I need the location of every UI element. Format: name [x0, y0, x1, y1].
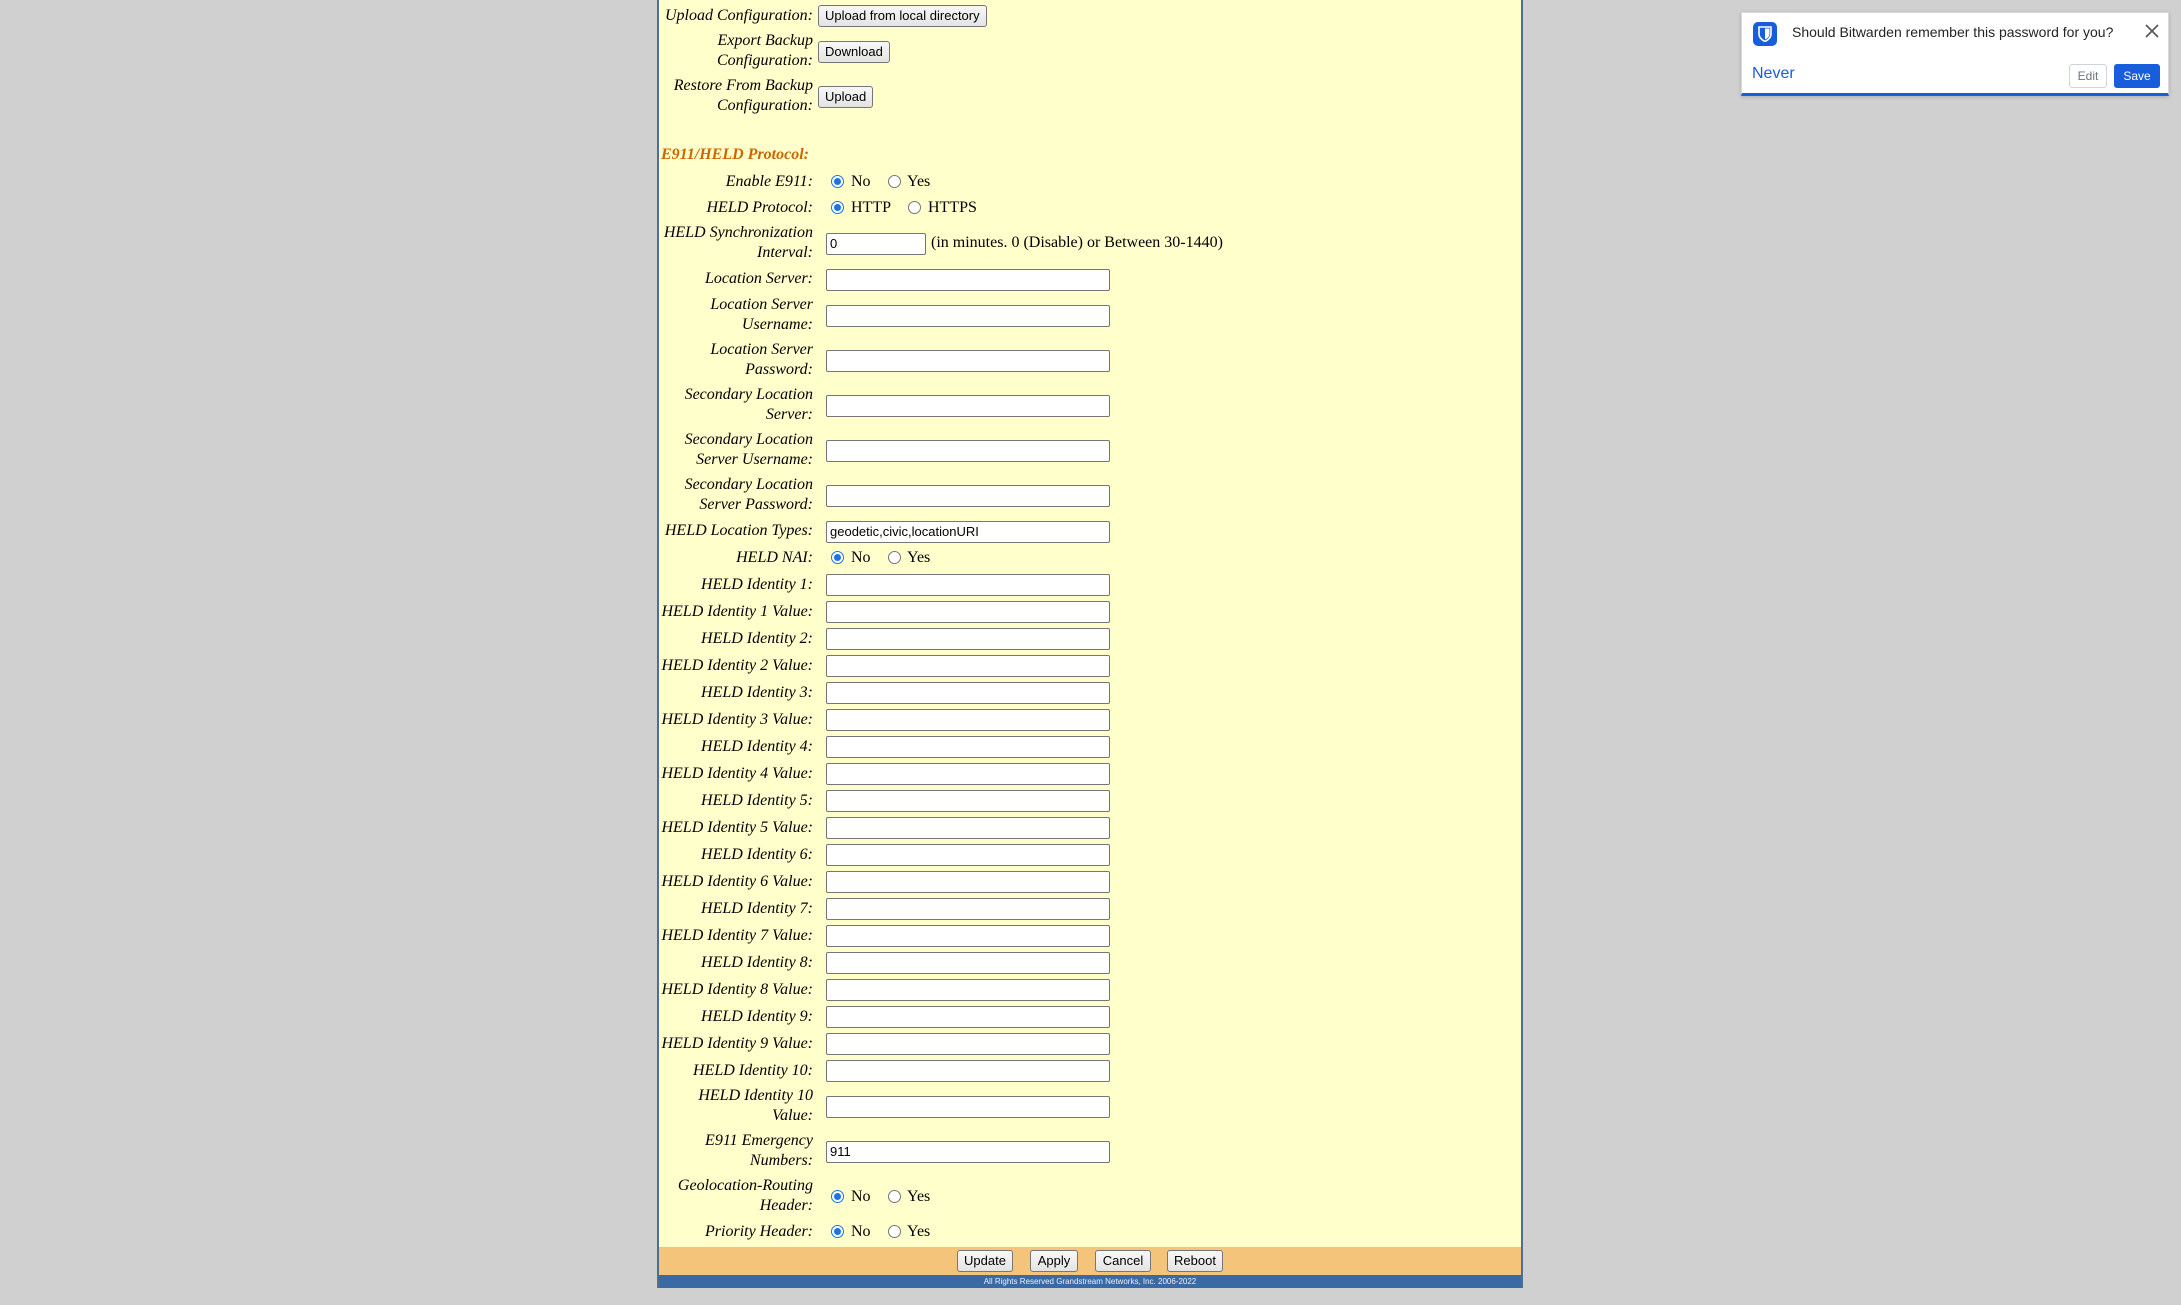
geo-routing-yes-text: Yes — [907, 1188, 931, 1205]
identity-3-label: HELD Identity 3: — [701, 684, 813, 701]
identity-1-label: HELD Identity 1: — [701, 576, 813, 593]
secondary-password-label — [637, 475, 813, 514]
upload-config-label: Upload Configuration: — [664, 7, 813, 24]
identity-5-value-input[interactable] — [826, 817, 1110, 839]
update-button[interactable]: Update — [957, 1250, 1013, 1272]
identity-1-value-input[interactable] — [826, 601, 1110, 623]
geo-routing-no-text: No — [851, 1188, 871, 1205]
section-title: E911/HELD Protocol: — [661, 146, 809, 163]
identity-2-label: HELD Identity 2: — [701, 630, 813, 647]
bitwarden-shield-icon — [1753, 22, 1777, 46]
identity-8-value-input[interactable] — [826, 979, 1110, 1001]
identity-6-value-label: HELD Identity 6 Value: — [661, 873, 813, 890]
geo-line2: Header: — [759, 1196, 813, 1214]
edit-button[interactable]: Edit — [2069, 64, 2107, 88]
export-label-line2: Configuration: — [716, 51, 813, 69]
identity-10-label: HELD Identity 10: — [693, 1062, 813, 1079]
secondary-password-input[interactable] — [826, 485, 1110, 507]
secondary-server-input[interactable] — [826, 395, 1110, 417]
identity-9-input[interactable] — [826, 1006, 1110, 1028]
emergency-line1: E911 Emergency — [705, 1132, 813, 1149]
identity-7-label: HELD Identity 7: — [701, 900, 813, 917]
reboot-button[interactable]: Reboot — [1167, 1250, 1223, 1272]
location-server-input[interactable] — [826, 269, 1110, 291]
identity-2-value-label: HELD Identity 2 Value: — [661, 657, 813, 674]
enable-e911-no-radio[interactable] — [831, 175, 844, 188]
sec-pass-line1: Secondary Location — [684, 476, 813, 493]
identity-8-label: HELD Identity 8: — [701, 954, 813, 971]
identity-7-value-input[interactable] — [826, 925, 1110, 947]
identity-4-value-label: HELD Identity 4 Value: — [661, 765, 813, 782]
enable-e911-yes-radio[interactable] — [888, 175, 901, 188]
export-label-line1: Export Backup — [717, 32, 813, 49]
identity-3-value-input[interactable] — [826, 709, 1110, 731]
held-nai-yes-text: Yes — [907, 549, 931, 566]
identity-5-label: HELD Identity 5: — [701, 792, 813, 809]
geo-routing-yes-radio[interactable] — [888, 1190, 901, 1203]
identity-6-value-input[interactable] — [826, 871, 1110, 893]
sec-server-line1: Secondary Location — [684, 386, 813, 403]
upload-local-button[interactable]: Upload from local directory — [818, 5, 987, 27]
geo-line1: Geolocation-Routing — [677, 1177, 813, 1194]
held-protocol-https-radio[interactable] — [908, 201, 921, 214]
identity-3-value-label: HELD Identity 3 Value: — [661, 711, 813, 728]
download-button[interactable]: Download — [818, 41, 890, 63]
sec-pass-line2: Server Password: — [699, 495, 813, 513]
close-icon[interactable] — [2142, 21, 2162, 41]
enable-e911-yes-text: Yes — [907, 173, 931, 190]
identity-4-label: HELD Identity 4: — [701, 738, 813, 755]
enable-e911-label: Enable E911: — [725, 173, 813, 190]
identity-3-input[interactable] — [826, 682, 1110, 704]
identity-5-input[interactable] — [826, 790, 1110, 812]
identity-8-input[interactable] — [826, 952, 1110, 974]
never-link[interactable]: Never — [1752, 65, 1795, 82]
held-protocol-http-radio[interactable] — [831, 201, 844, 214]
sec-user-line2: Server Username: — [696, 450, 813, 468]
identity-2-input[interactable] — [826, 628, 1110, 650]
priority-header-no-radio[interactable] — [831, 1225, 844, 1238]
identity-9-value-label: HELD Identity 9 Value: — [661, 1035, 813, 1052]
emergency-numbers-label — [637, 1131, 813, 1170]
priority-header-yes-radio[interactable] — [888, 1225, 901, 1238]
identity-9-value-input[interactable] — [826, 1033, 1110, 1055]
priority-header-yes-text: Yes — [907, 1223, 931, 1240]
priority-header-no-text: No — [851, 1223, 871, 1240]
identity-4-input[interactable] — [826, 736, 1110, 758]
bitwarden-question: Should Bitwarden remember this password for you? — [1792, 24, 2114, 40]
loc-user-line1: Location Server — [710, 296, 813, 313]
sync-label-line1: HELD Synchronization — [663, 224, 813, 241]
restore-upload-button[interactable]: Upload — [818, 86, 873, 108]
emergency-line2: Numbers: — [749, 1151, 813, 1169]
location-username-label — [637, 295, 813, 334]
location-password-input[interactable] — [826, 350, 1110, 372]
loc-user-line2: Username: — [741, 315, 813, 333]
location-username-input[interactable] — [826, 305, 1110, 327]
id10-value-line2: Value: — [772, 1106, 813, 1124]
loc-pass-line1: Location Server — [710, 341, 813, 358]
secondary-username-input[interactable] — [826, 440, 1110, 462]
restore-backup-label — [637, 76, 813, 115]
location-types-label: HELD Location Types: — [664, 522, 813, 539]
sync-interval-input[interactable]: 0 — [826, 233, 926, 255]
held-protocol-http-text: HTTP — [851, 199, 891, 216]
identity-1-value-label: HELD Identity 1 Value: — [661, 603, 813, 620]
location-types-input[interactable]: geodetic,civic,locationURI — [826, 521, 1110, 543]
identity-5-value-label: HELD Identity 5 Value: — [661, 819, 813, 836]
held-nai-yes-radio[interactable] — [888, 551, 901, 564]
secondary-server-label — [637, 385, 813, 424]
restore-label-line2: Configuration: — [716, 96, 813, 114]
sync-interval-note: (in minutes. 0 (Disable) or Between 30-1440) — [931, 234, 1223, 251]
identity-4-value-input[interactable] — [826, 763, 1110, 785]
location-server-label: Location Server: — [705, 270, 813, 287]
secondary-username-label — [637, 430, 813, 469]
identity-9-label: HELD Identity 9: — [701, 1008, 813, 1025]
identity-10-input[interactable] — [826, 1060, 1110, 1082]
id10-value-line1: HELD Identity 10 — [698, 1087, 813, 1104]
held-nai-no-radio[interactable] — [831, 551, 844, 564]
sec-server-line2: Server: — [765, 405, 813, 423]
sync-label-line2: Interval: — [757, 243, 813, 261]
identity-1-input[interactable] — [826, 574, 1110, 596]
location-password-label — [637, 340, 813, 379]
identity-6-label: HELD Identity 6: — [701, 846, 813, 863]
identity-10-value-input[interactable] — [826, 1096, 1110, 1118]
held-nai-label: HELD NAI: — [736, 549, 813, 566]
enable-e911-no-text: No — [851, 173, 871, 190]
priority-header-label: Priority Header: — [705, 1223, 813, 1240]
restore-label-line1: Restore From Backup — [673, 77, 813, 94]
held-protocol-label: HELD Protocol: — [706, 199, 813, 216]
identity-2-value-input[interactable] — [826, 655, 1110, 677]
identity-10-value-label — [637, 1086, 813, 1125]
emergency-numbers-input[interactable]: 911 — [826, 1141, 1110, 1163]
cancel-button[interactable]: Cancel — [1095, 1250, 1151, 1272]
geo-routing-no-radio[interactable] — [831, 1190, 844, 1203]
copyright-footer: All Rights Reserved Grandstream Networks, Inc. 2006-2022 — [659, 1275, 1521, 1288]
export-backup-label — [637, 31, 813, 70]
action-bar — [659, 1247, 1521, 1275]
held-protocol-https-text: HTTPS — [928, 199, 977, 216]
apply-button[interactable]: Apply — [1030, 1250, 1078, 1272]
geo-routing-label — [637, 1176, 813, 1215]
identity-6-input[interactable] — [826, 844, 1110, 866]
sec-user-line1: Secondary Location — [684, 431, 813, 448]
identity-7-input[interactable] — [826, 898, 1110, 920]
identity-7-value-label: HELD Identity 7 Value: — [661, 927, 813, 944]
bitwarden-save-prompt — [1741, 12, 2169, 96]
save-button[interactable]: Save — [2114, 64, 2160, 88]
sync-interval-label — [637, 223, 813, 262]
identity-8-value-label: HELD Identity 8 Value: — [661, 981, 813, 998]
held-nai-no-text: No — [851, 549, 871, 566]
loc-pass-line2: Password: — [745, 360, 813, 378]
